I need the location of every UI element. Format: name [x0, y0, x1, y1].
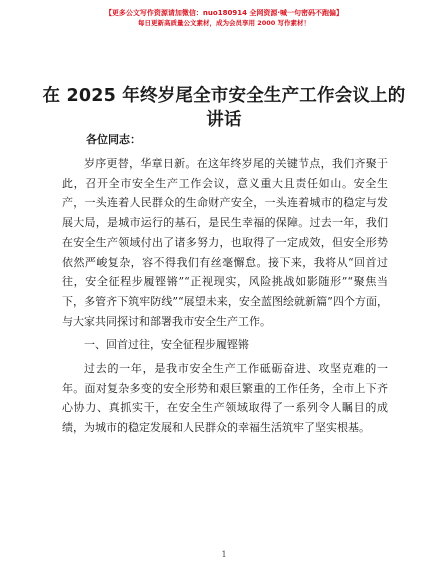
banner-line-1: 【更多公文写作资源请加微信：nuo180914 全网资源·喊一句密码不跑偏】: [104, 9, 344, 17]
paragraph-section-1: 过去的一年，是我市安全生产工作砥砺奋进、攻坚克难的一年。面对复杂多变的安全形势和艰巨繁重的工作任务，全市上下齐心协力、真抓实干，在安全生产领域取得了一系列令人瞩目的成绩，为城市的稳定发展和人民群众的幸福生活筑牢了坚实根基。: [62, 362, 388, 435]
document-body: [62, 154, 388, 438]
page-number: 1: [221, 550, 227, 559]
paragraph-intro: 岁序更替，华章日新。在这年终岁尾的关键节点，我们齐聚于此，召开全市安全生产工作会议，意义重大且责任如山。安全生产，一头连着人民群众的生命财产安全，一头连着城市的稳定与发展大局，是城市运行的基石，是民生幸福的保障。过去一年，我们在安全生产领域付出了诸多努力，也取得了一定成效，但安全形势依然严峻复杂，容不得我们有丝毫懈怠。接下来，我将从“回首过往，安全征程步履铿锵”“正视现实，风险挑战如影随形”“聚焦当下，多管齐下筑牢防线”“展望未来，安全蓝图绘就新篇”四个方面，与大家共同探讨和部署我市安全生产工作。: [62, 157, 388, 328]
greeting: 各位同志：: [86, 133, 141, 146]
header-banner: [0, 8, 448, 28]
document-title: 在 2025 年终岁尾全市安全生产工作会议上的讲话: [42, 86, 406, 130]
section-heading-1: 一、回首过往，安全征程步履铿锵: [84, 338, 249, 352]
banner-line-2: 每日更新高质量公文素材，成为会员享用 2000 写作素材！: [137, 19, 311, 27]
